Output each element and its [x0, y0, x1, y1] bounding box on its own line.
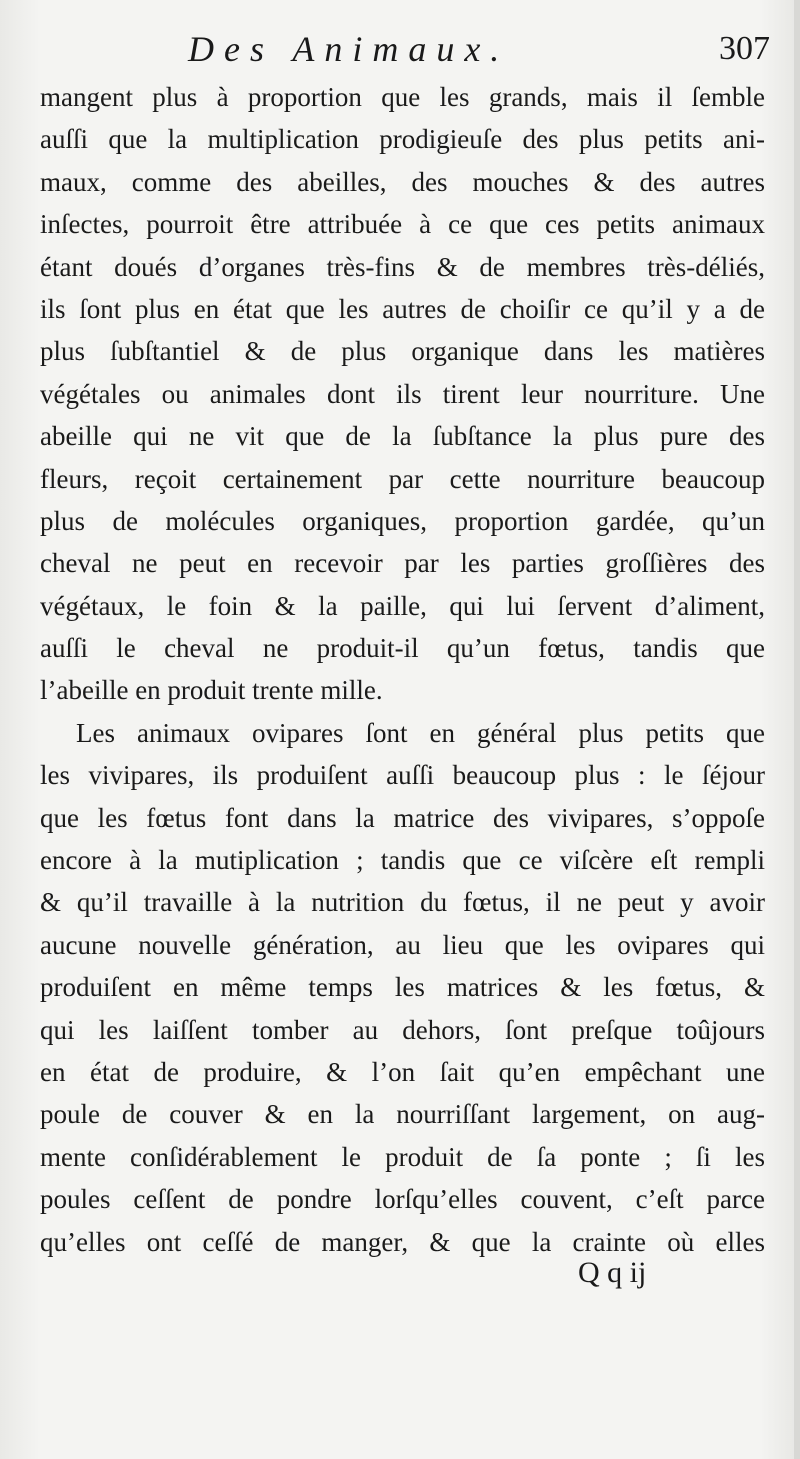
text-line: plus ſubſtantiel & de plus organique dans les matières	[40, 336, 765, 367]
text-line: cheval ne peut en recevoir par les parties groſſières des	[40, 548, 765, 579]
running-head: Des Animaux.	[188, 29, 510, 69]
text-line: fleurs, reçoit certainement par cette nourriture beaucoup	[40, 463, 765, 494]
page-edge-shadow	[794, 0, 800, 1459]
text-line: végétales ou animales dont ils tirent leur nourriture. Une	[40, 378, 765, 409]
text-line: auſſi le cheval ne produit-il qu’un fœtus, tandis que	[40, 633, 765, 664]
text-line: plus de molécules organiques, proportion gardée, qu’un	[40, 505, 765, 536]
text-line: Les animaux ovipares ſont en général plus petits que	[76, 717, 765, 748]
text-line: qui les laiſſent tomber au dehors, ſont preſque toûjours	[40, 1014, 765, 1045]
text-line: l’abeille en produit trente mille.	[40, 675, 383, 706]
text-line: poules ceſſent de pondre lorſqu’elles couvent, c’eſt parce	[40, 1184, 765, 1215]
text-line: qu’elles ont ceſſé de manger, & que la crainte où elles	[40, 1226, 765, 1257]
page-number: 307	[719, 30, 770, 67]
text-line: les vivipares, ils produiſent auſſi beaucoup plus : le ſéjour	[40, 760, 765, 791]
text-line: auſſi que la multiplication prodigieuſe des plus petits ani-	[40, 124, 765, 155]
text-line: poule de couver & en la nourriſſant largement, on aug-	[40, 1099, 765, 1130]
signature-mark: Q q ij	[578, 1256, 647, 1289]
text-line: & qu’il travaille à la nutrition du fœtus, il ne peut y avoir	[40, 887, 765, 918]
text-line: que les fœtus font dans la matrice des vivipares, s’oppoſe	[40, 802, 765, 833]
text-line: inſectes, pourroit être attribuée à ce que ces petits animaux	[40, 209, 765, 240]
text-line: ils ſont plus en état que les autres de choiſir ce qu’il y a de	[40, 293, 765, 324]
text-line: mente conſidérablement le produit de ſa ponte ; ſi les	[40, 1141, 765, 1172]
text-line: abeille qui ne vit que de la ſubſtance la plus pure des	[40, 421, 765, 452]
body-text	[40, 76, 765, 1263]
text-line: maux, comme des abeilles, des mouches & des autres	[40, 166, 765, 197]
text-line: végétaux, le foin & la paille, qui lui ſervent d’aliment,	[40, 590, 765, 621]
page-header	[40, 22, 770, 72]
text-line: aucune nouvelle génération, au lieu que les ovipares qui	[40, 929, 765, 960]
text-line: produiſent en même temps les matrices & les fœtus, &	[40, 972, 765, 1003]
text-line: encore à la mutiplication ; tandis que ce viſcère eſt rempli	[40, 845, 765, 876]
text-line: mangent plus à proportion que les grands, mais il ſemble	[40, 82, 765, 112]
text-line: étant doués d’organes très-fins & de membres très-déliés,	[40, 251, 765, 282]
text-line: en état de produire, & l’on ſait qu’en empêchant une	[40, 1056, 765, 1087]
